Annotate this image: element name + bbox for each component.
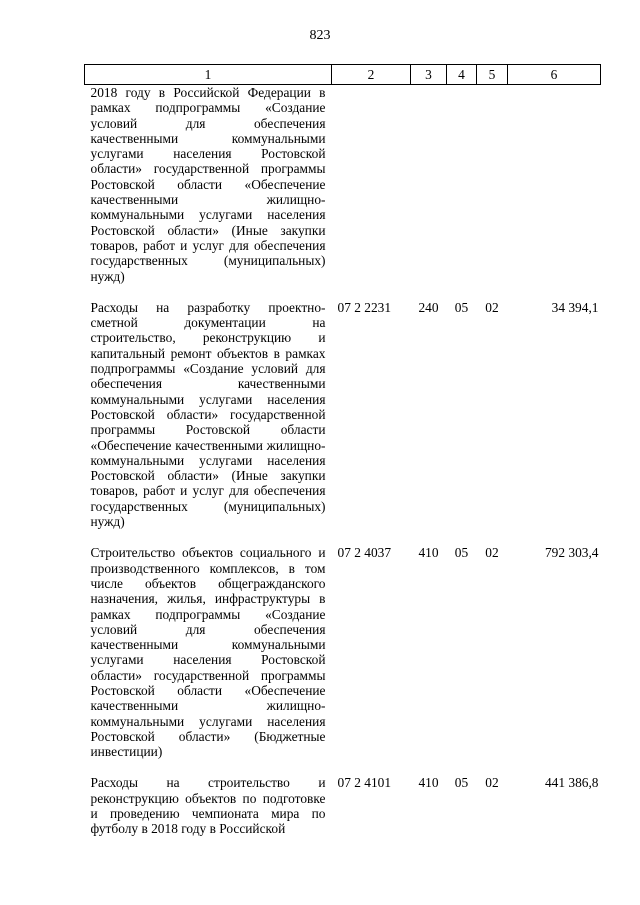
row-section <box>447 85 477 300</box>
table-row <box>85 545 601 775</box>
row-expense-type <box>411 85 447 300</box>
column-header: 4 <box>447 65 477 85</box>
row-target-code: 07 2 2231 <box>337 299 392 315</box>
column-header: 3 <box>411 65 447 85</box>
row-section: 05 <box>454 775 469 791</box>
column-header: 6 <box>508 65 601 85</box>
row-target-code: 07 2 4037 <box>337 545 392 561</box>
row-target-code: 07 2 4101 <box>337 775 392 791</box>
table-row <box>85 775 601 852</box>
table-row <box>85 300 601 545</box>
column-header: 1 <box>85 65 332 85</box>
page-number: 823 <box>309 28 331 43</box>
row-description: Строительство объектов социального и производственного комплексов, в том числе объектов общегражданского назначения, жилья, инфраструктуры в рамках подпрограммы «Создание условий для обеспечения качественными коммунальными услугами населения Ростовской области» государственной программы Ростовской области «Обеспечение качественными жилищно-коммунальными услугами населения Ростовской области» (Бюджетные инвестиции) <box>90 545 326 760</box>
row-target-code <box>332 85 411 300</box>
row-expense-type: 410 <box>418 775 439 791</box>
row-amount: 34 394,1 <box>551 299 599 315</box>
row-subsection: 02 <box>485 775 499 791</box>
row-description: Расходы на разработку проектно-сметной документации на строительство, реконструкцию и капитальный ремонт объектов в рамках подпрограммы «Создание условий для обеспечения качественными коммунальными услугами населения Ростовской области» государственной программы Ростовской области «Обеспечение качественными жилищно-коммунальными услугами населения Ростовской области» (Иные закупки товаров, работ и услуг для обеспечения государственных (муниципальных) нужд) <box>90 299 326 530</box>
table-row <box>85 85 601 300</box>
column-header-row <box>85 65 601 85</box>
row-expense-type: 410 <box>418 545 439 561</box>
budget-table <box>84 64 601 853</box>
row-amount: 792 303,4 <box>544 545 599 561</box>
row-description: 2018 году в Российской Федерации в рамках подпрограммы «Создание условий для обеспечения качественными коммунальными услугами населения Ростовской области» государственной программы Ростовской области «Обеспечение качественными жилищно-коммунальными услугами населения Ростовской области» (Иные закупки товаров, работ и услуг для обеспечения государственных (муниципальных) нужд) <box>90 85 326 284</box>
row-section: 05 <box>454 545 469 561</box>
row-amount <box>508 85 601 300</box>
row-subsection <box>477 85 508 300</box>
column-header: 5 <box>477 65 508 85</box>
column-header: 2 <box>332 65 411 85</box>
row-description: Расходы на строительство и реконструкцию объектов по подготовке и проведению чемпионата мира по футболу в 2018 году в Российской <box>90 775 326 837</box>
row-expense-type: 240 <box>418 299 439 315</box>
row-section: 05 <box>454 299 469 315</box>
row-subsection: 02 <box>485 545 499 561</box>
row-amount: 441 386,8 <box>544 775 599 791</box>
row-subsection: 02 <box>485 299 499 315</box>
